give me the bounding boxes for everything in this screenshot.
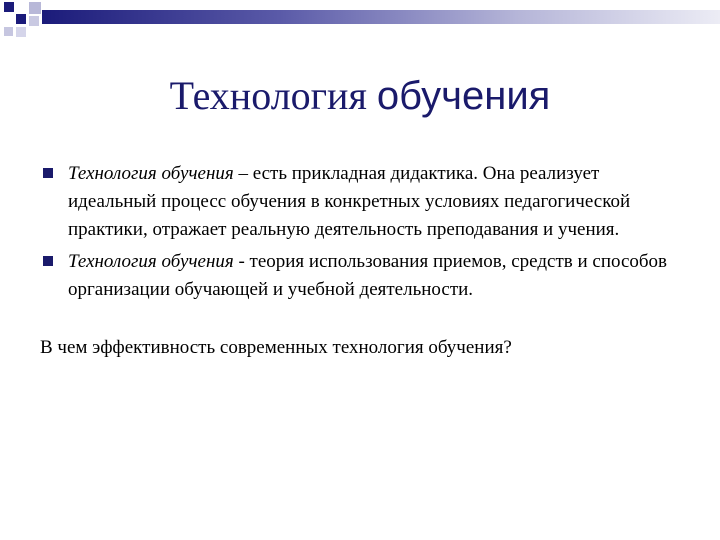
bullet-text: – есть прикладная дидактика. Она реализует идеальный процесс обучения в конкретных условиях педагогической практики, отражает реальную деятельность преподавания и учения. <box>68 163 631 240</box>
question-text: В чем эффективность современных технология обучения? <box>40 337 512 358</box>
bullet-item <box>40 248 690 304</box>
bullet-item <box>40 160 690 244</box>
slide-title <box>0 72 720 119</box>
bullet-term: Технология обучения <box>68 251 234 272</box>
bullet-text: - теория использования приемов, средств и способов организации обучающей и учебной деятельности. <box>68 251 668 300</box>
decor-square <box>4 27 13 36</box>
decor-square <box>29 2 41 14</box>
decor-square <box>4 2 14 12</box>
decor-square <box>16 27 26 37</box>
slide-content <box>40 160 690 362</box>
top-gradient-bar <box>42 10 720 24</box>
decor-square <box>16 14 26 24</box>
title-part-1: Технология <box>169 73 367 118</box>
square-bullet-icon <box>43 256 53 266</box>
bullet-term: Технология обучения <box>68 163 234 184</box>
decor-square <box>29 16 39 26</box>
title-part-2: обучения <box>376 74 551 118</box>
square-bullet-icon <box>43 168 53 178</box>
